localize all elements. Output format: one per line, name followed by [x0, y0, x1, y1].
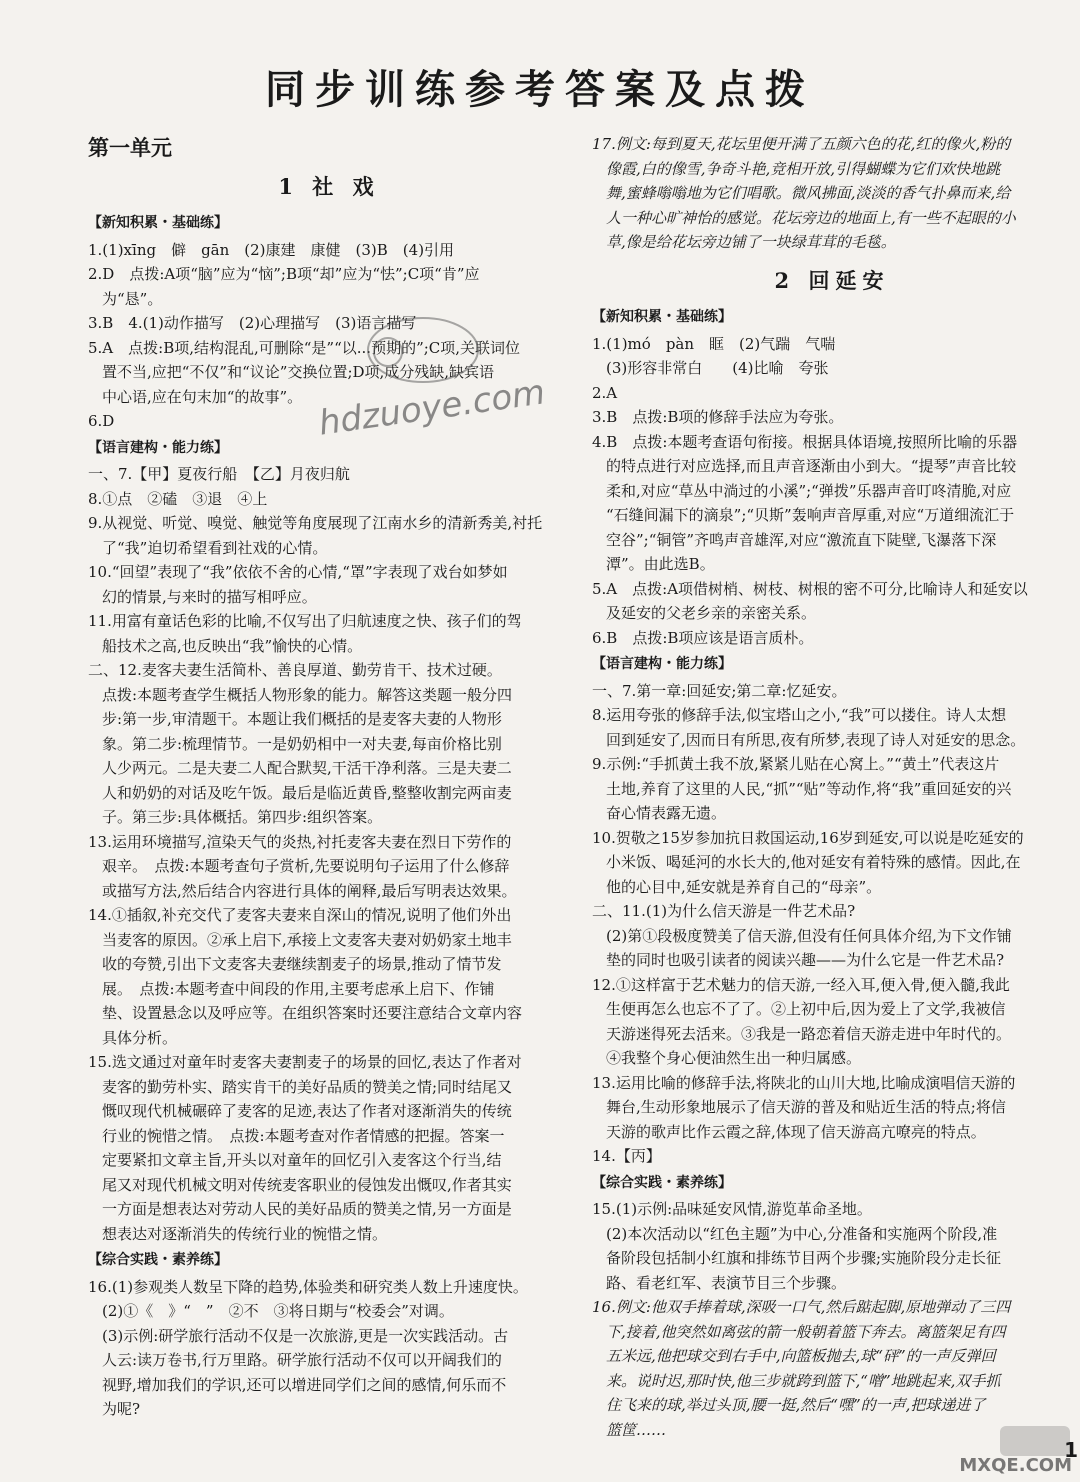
- answer-continuation: 天游的歌声比作云霞之辞,体现了信天游高亢嘹亮的特点。: [606, 1122, 986, 1141]
- answer-continuation: (3)示例:研学旅行活动不仅是一次旅游,更是一次实践活动。古: [102, 1326, 509, 1345]
- answer-continuation: 幻的情景,与来时的描写相呼应。: [102, 587, 317, 606]
- right-column: [592, 132, 1072, 1442]
- sample-essay-line: 16.例文:他双手捧着球,深吸一口气,然后踮起脚,原地弹动了三四: [592, 1298, 1011, 1316]
- answer-line: 11.用富有童话色彩的比喻,不仅写出了归航速度之快、孩子们的驾: [88, 612, 522, 630]
- answer-continuation: 生便再怎么也忘不了了。②上初中后,因为爱上了文学,我被信: [606, 1000, 1006, 1018]
- answer-continuation: “石缝间漏下的滴泉”;“贝斯”轰响声音厚重,对应“万道细流汇于: [606, 506, 1015, 524]
- watermark-text: MXQE.COM: [959, 1455, 1072, 1476]
- answer-continuation: 人云:读万卷书,行万里路。研学旅行活动不仅可以开阔我们的: [102, 1351, 502, 1369]
- answer-line: 5.A 点拨:A项借树梢、树枝、树根的密不可分,比喻诗人和延安以: [592, 579, 1028, 598]
- answer-continuation: 行业的惋惜之情。 点拨:本题考查对作者情感的把握。答案一: [102, 1126, 505, 1145]
- answer-line: 15.(1)示例:品味延安风情,游览革命圣地。: [592, 1200, 872, 1218]
- sample-essay-continuation: 住飞来的球,举过头顶,腰一挺,然后“嘿”的一声,把球递进了: [606, 1396, 986, 1414]
- answer-continuation: 子。第三步:具体概括。第四步:组织答案。: [102, 808, 383, 826]
- answer-line: 14.【丙】: [592, 1147, 661, 1165]
- answer-continuation: 当麦客的原因。②承上启下,承接上文麦客夫妻对奶奶家土地丰: [102, 930, 512, 949]
- answer-line: 13.运用环境描写,渲染天气的炎热,衬托麦客夫妻在烈日下劳作的: [88, 832, 512, 851]
- sample-essay-continuation: 下,接着,他突然如离弦的箭一般朝着篮下奔去。离篮架足有四: [606, 1322, 1006, 1341]
- answer-continuation: 一方面是想表达对劳动人民的美好品质的赞美之情,另一方面是: [102, 1200, 512, 1218]
- answer-line: 15.选文通过对童年时麦客夫妻割麦子的场景的回忆,表达了作者对: [88, 1053, 522, 1071]
- answer-continuation: 人少两元。二是夫妻二人配合默契,干活干净利落。三是夫妻二: [102, 759, 512, 777]
- answer-continuation: 麦客的勤劳朴实、踏实肯干的美好品质的赞美之情;同时结尾又: [102, 1077, 513, 1096]
- sample-essay-continuation: 来。说时迟,那时快,他三步就跨到篮下,“噌”地跳起来,双手抓: [606, 1371, 1001, 1390]
- section-heading: 【新知积累・基础练】: [88, 215, 228, 231]
- answer-continuation: 船技术之高,也反映出“我”愉快的心情。: [102, 636, 363, 655]
- answer-continuation: 慨叹现代机械碾碎了麦客的足迹,表达了作者对逐渐消失的传统: [102, 1102, 512, 1120]
- answer-continuation: 想表达对逐渐消失的传统行业的惋惜之情。: [102, 1224, 388, 1243]
- answer-continuation: 空谷”;“铜管”齐鸣声音雄浑,对应“激流直下陡壁,飞瀑落下深: [606, 530, 997, 549]
- lesson-title: 2 回延安: [774, 267, 890, 293]
- answer-line: 4.B 点拨:本题考查语句衔接。根据具体语境,按照所比喻的乐器: [592, 432, 1018, 451]
- right-answer-list: [592, 132, 1072, 1442]
- answer-continuation: 天游迷得死去活来。③我是一路恋着信天游走进中年时代的。: [606, 1024, 1012, 1043]
- answer-line: 1.(1)xīng 僻 gān (2)康建 康健 (3)B (4)引用: [88, 240, 455, 259]
- answer-line: 二、11.(1)为什么信天游是一件艺术品?: [592, 902, 856, 920]
- answer-continuation: 潭”。由此选B。: [606, 555, 715, 573]
- answer-line: 2.A: [592, 383, 618, 402]
- answer-continuation: (2)本次活动以“红色主题”为中心,分准备和实施两个阶段,准: [606, 1224, 998, 1243]
- answer-line: 10.贺敬之15岁参加抗日救国运动,16岁到延安,可以说是吃延安的: [592, 828, 1024, 847]
- answer-continuation: 为呢?: [102, 1400, 141, 1418]
- sample-essay-line: 17.例文:每到夏天,花坛里便开满了五颜六色的花,红的像火,粉的: [592, 135, 1011, 153]
- answer-continuation: 回到延安了,因而日有所思,夜有所梦,表现了诗人对延安的思念。: [606, 730, 1026, 749]
- answer-line: 2.D 点拨:A项“脑”应为“恼”;B项“却”应为“怯”;C项“肯”应: [88, 265, 480, 283]
- unit-heading: 第一单元: [88, 136, 172, 160]
- answer-continuation: (2)第①段极度赞美了信天游,但没有任何具体介绍,为下文作铺: [606, 926, 1012, 945]
- answer-continuation: 中心语,应在句末加“的故事”。: [102, 387, 303, 406]
- answer-continuation: 人和奶奶的对话及吃午饭。最后是临近黄昏,整整收割完两亩麦: [102, 783, 512, 802]
- answer-line: 13.运用比喻的修辞手法,将陕北的山川大地,比喻成演唱信天游的: [592, 1073, 1016, 1092]
- sample-essay-continuation: 人一种心旷神怡的感觉。花坛旁边的地面上,有一些不起眼的小: [606, 208, 1016, 227]
- answer-line: 3.B 4.(1)动作描写 (2)心理描写 (3)语言描写: [88, 314, 417, 332]
- sample-essay-continuation: 舞,蜜蜂嗡嗡地为它们唱歌。微风拂面,淡淡的香气扑鼻而来,给: [606, 184, 1011, 202]
- answer-continuation: 舞台,生动形象地展示了信天游的普及和贴近生活的特点;将信: [606, 1098, 1006, 1116]
- answer-line: 12.①这样富于艺术魅力的信天游,一经入耳,便入骨,便入髓,我此: [592, 975, 1010, 994]
- answer-continuation: 的特点进行对应选择,而且声音逐渐由小到大。“提琴”声音比较: [606, 457, 1017, 475]
- answer-continuation: 了“我”迫切希望看到社戏的心情。: [102, 538, 328, 557]
- answer-line: 9.示例:“手抓黄土我不放,紧紧儿贴在心窝上。”“黄土”代表这片: [592, 755, 1000, 773]
- answer-continuation: (3)形容非常白 (4)比喻 夸张: [606, 359, 829, 377]
- answer-line: 一、7.第一章:回延安;第二章:忆延安。: [592, 681, 847, 700]
- sample-essay-continuation: 草,像是给花坛旁边铺了一块绿茸茸的毛毯。: [606, 233, 896, 251]
- answer-continuation: 展。 点拨:本题考查中间段的作用,主要考虑承上启下、作铺: [102, 979, 495, 998]
- answer-line: 一、7.【甲】夏夜行船 【乙】月夜归航: [88, 465, 350, 483]
- answer-line: 1.(1)mó pàn 眶 (2)气踹 气喘: [592, 334, 836, 353]
- answer-continuation: 备阶段包括制小红旗和排练节目两个步骤;实施阶段分走长征: [606, 1249, 1002, 1267]
- answer-continuation: 步:第一步,审清题干。本题让我们概括的是麦客夫妻的人物形: [102, 710, 502, 728]
- answer-line: 二、12.麦客夫妻生活简朴、善良厚道、勤劳肯干、技术过硬。: [88, 661, 502, 679]
- answer-continuation: 定要紧扣文章主旨,开头以对童年的回忆引入麦客这个行当,结: [102, 1151, 502, 1169]
- answer-continuation: 象。第二步:梳理情节。一是奶奶相中一对夫妻,每亩价格比别: [102, 734, 502, 753]
- section-heading: 【综合实践・素养练】: [88, 1252, 228, 1268]
- answer-continuation: 视野,增加我们的学识,还可以增进同学们之间的感情,何乐而不: [102, 1375, 507, 1394]
- lesson-title: 1 社 戏: [278, 173, 380, 199]
- stamp-text: hdzuoye.com: [316, 372, 548, 444]
- answer-continuation: (2)①《 》“ ” ②不 ③将日期与“校委会”对调。: [102, 1302, 454, 1320]
- answer-line: 16.(1)参观类人数呈下降的趋势,体验类和研究类人数上升速度快。: [88, 1277, 528, 1296]
- answer-line: 5.A 点拨:B项,结构混乱,可删除“是”“以...预期的”;C项,关联词位: [88, 338, 521, 357]
- answer-continuation: 垫、设置悬念以及呼应等。在组织答案时还要注意结合文章内容: [102, 1004, 523, 1022]
- answer-line: 3.B 点拨:B项的修辞手法应为夸张。: [592, 408, 844, 426]
- section-heading: 【综合实践・素养练】: [592, 1174, 732, 1191]
- sample-essay-continuation: 像霞,白的像雪,争奇斗艳,竞相开放,引得蝴蝶为它们欢快地跳: [606, 159, 1001, 178]
- answer-line: 9.从视觉、听觉、嗅觉、触觉等角度展现了江南水乡的清新秀美,衬托: [88, 514, 543, 532]
- answer-line: 8.运用夸张的修辞手法,似宝塔山之小,“我”可以搂住。诗人太想: [592, 706, 1007, 724]
- answer-continuation: 具体分析。: [102, 1028, 178, 1047]
- page-number: 1: [1064, 1438, 1078, 1462]
- page-title: 同步训练参考答案及点拨: [265, 66, 815, 113]
- answer-continuation: 为“恳”。: [102, 289, 163, 308]
- answer-continuation: 土地,养育了这里的人民,“抓”“贴”等动作,将“我”重回延安的兴: [606, 779, 1012, 798]
- answer-continuation: 他的心目中,延安就是养育自己的“母亲”。: [606, 877, 882, 896]
- answer-continuation: ④我整个身心便油然生出一种归属感。: [606, 1049, 862, 1067]
- section-heading: 【语言建构・能力练】: [88, 439, 228, 456]
- section-heading: 【新知积累・基础练】: [592, 309, 732, 325]
- answer-line: 6.B 点拨:B项应该是语言质朴。: [592, 628, 814, 647]
- sample-essay-continuation: 五米远,他把球交到右手中,向篮板抛去,球“砰”的一声反弹回: [606, 1347, 996, 1365]
- answer-continuation: 柔和,对应“草丛中淌过的小溪”;“弹拨”乐器声音叮咚清脆,对应: [606, 481, 1012, 500]
- answer-continuation: 点拨:本题考查学生概括人物形象的能力。解答这类题一般分四: [102, 685, 513, 704]
- answer-continuation: 小米饭、喝延河的水长大的,他对延安有着特殊的感情。因此,在: [606, 853, 1021, 871]
- answer-line: 10.“回望”表现了“我”依依不舍的心情,“罩”字表现了戏台如梦如: [88, 563, 508, 581]
- answer-continuation: 奋心情表露无遗。: [606, 804, 727, 822]
- answer-continuation: 置不当,应把“不仅”和“议论”交换位置;D项,成分残缺,缺宾语: [102, 363, 495, 381]
- answer-line: 6.D: [88, 412, 115, 430]
- answer-continuation: 收的夸赞,引出下文麦客夫妻继续割麦子的场景,推动了情节发: [102, 955, 502, 973]
- section-heading: 【语言建构・能力练】: [592, 656, 732, 672]
- answer-continuation: 路、看老红军、表演节目三个步骤。: [606, 1273, 847, 1292]
- answer-continuation: 艰辛。 点拨:本题考查句子赏析,先要说明句子运用了什么修辞: [102, 857, 510, 875]
- answer-continuation: 及延安的父老乡亲的亲密关系。: [606, 604, 817, 622]
- answer-continuation: 尾又对现代机械文明对传统麦客职业的侵蚀发出慨叹,作者其实: [102, 1175, 512, 1194]
- answer-line: 8.①点 ②磕 ③退 ④上: [88, 489, 268, 508]
- answer-continuation: 垫的同时也吸引读者的阅读兴趣——为什么它是一件艺术品?: [606, 951, 1005, 969]
- answer-line: 14.①插叙,补充交代了麦客夫妻来自深山的情况,说明了他们外出: [88, 906, 512, 924]
- sample-essay-continuation: 篮筐……: [606, 1420, 667, 1439]
- left-column: [88, 132, 570, 1422]
- answer-continuation: 或描写方法,然后结合内容进行具体的阐释,最后写明表达效果。: [102, 881, 517, 900]
